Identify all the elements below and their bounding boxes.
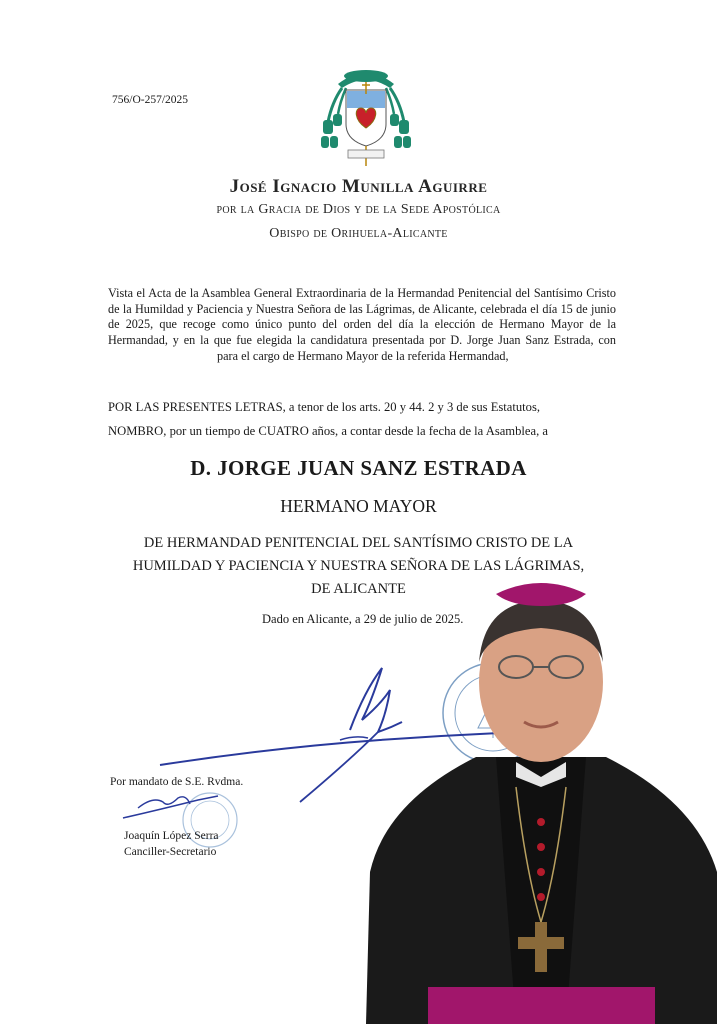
presentes-block bbox=[108, 395, 616, 443]
brotherhood-line-1: DE HERMANDAD PENITENCIAL DEL SANTÍSIMO CRISTO DE LA bbox=[143, 535, 574, 551]
chancellor-signature bbox=[118, 788, 228, 828]
body-paragraph bbox=[108, 286, 616, 365]
body-paragraph-part2: para el cargo de Hermano Mayor de la referida Hermandad, bbox=[217, 348, 509, 363]
appointee-role: HERMANO MAYOR bbox=[280, 496, 437, 516]
brotherhood-line-2: HUMILDAD Y PACIENCIA Y NUESTRA SEÑORA DE LAS LÁGRIMAS, bbox=[132, 558, 585, 574]
bishop-name: José Ignacio Munilla Aguirre bbox=[229, 176, 488, 197]
brotherhood-line-3: DE ALICANTE bbox=[311, 581, 406, 597]
episcopal-coat-of-arms-icon bbox=[316, 62, 416, 172]
mandate-line: Por mandato de S.E. Rvdma. bbox=[110, 776, 244, 788]
signer-name: Joaquín López Serra bbox=[124, 830, 219, 842]
body-paragraph-part1: Vista el Acta de la Asamblea General Extraordinaria de la Hermandad Penitencial del Santísimo Cristo de la Humildad y Paciencia y Nuestra Señora de las Lágrimas, de Alicante, celebrada el día 15 de junio de 2025, que recoge como único punto del orden del día la elección de Hermano Mayor de la Hermandad, y en la que fue elegida la candidatura presentada por D. Jorge Juan Sanz Estrada, con bbox=[108, 286, 616, 348]
presentes-line: POR LAS PRESENTES LETRAS, a tenor de los arts. 20 y 44. 2 y 3 de sus Estatutos, bbox=[108, 400, 541, 414]
grace-line: por la Gracia de Dios y de la Sede Apostólica bbox=[216, 202, 501, 217]
bishop-portrait bbox=[366, 572, 717, 1024]
office-line: Obispo de Orihuela-Alicante bbox=[269, 226, 448, 241]
signer-role: Canciller-Secretario bbox=[124, 846, 217, 858]
reference-number: 756/O-257/2025 bbox=[112, 94, 189, 106]
given-date-line: Dado en Alicante, a 29 de julio de 2025. bbox=[262, 612, 464, 626]
appointee-name: D. JORGE JUAN SANZ ESTRADA bbox=[190, 456, 527, 480]
nombro-line: NOMBRO, por un tiempo de CUATRO años, a contar desde la fecha de la Asamblea, a bbox=[108, 424, 548, 438]
